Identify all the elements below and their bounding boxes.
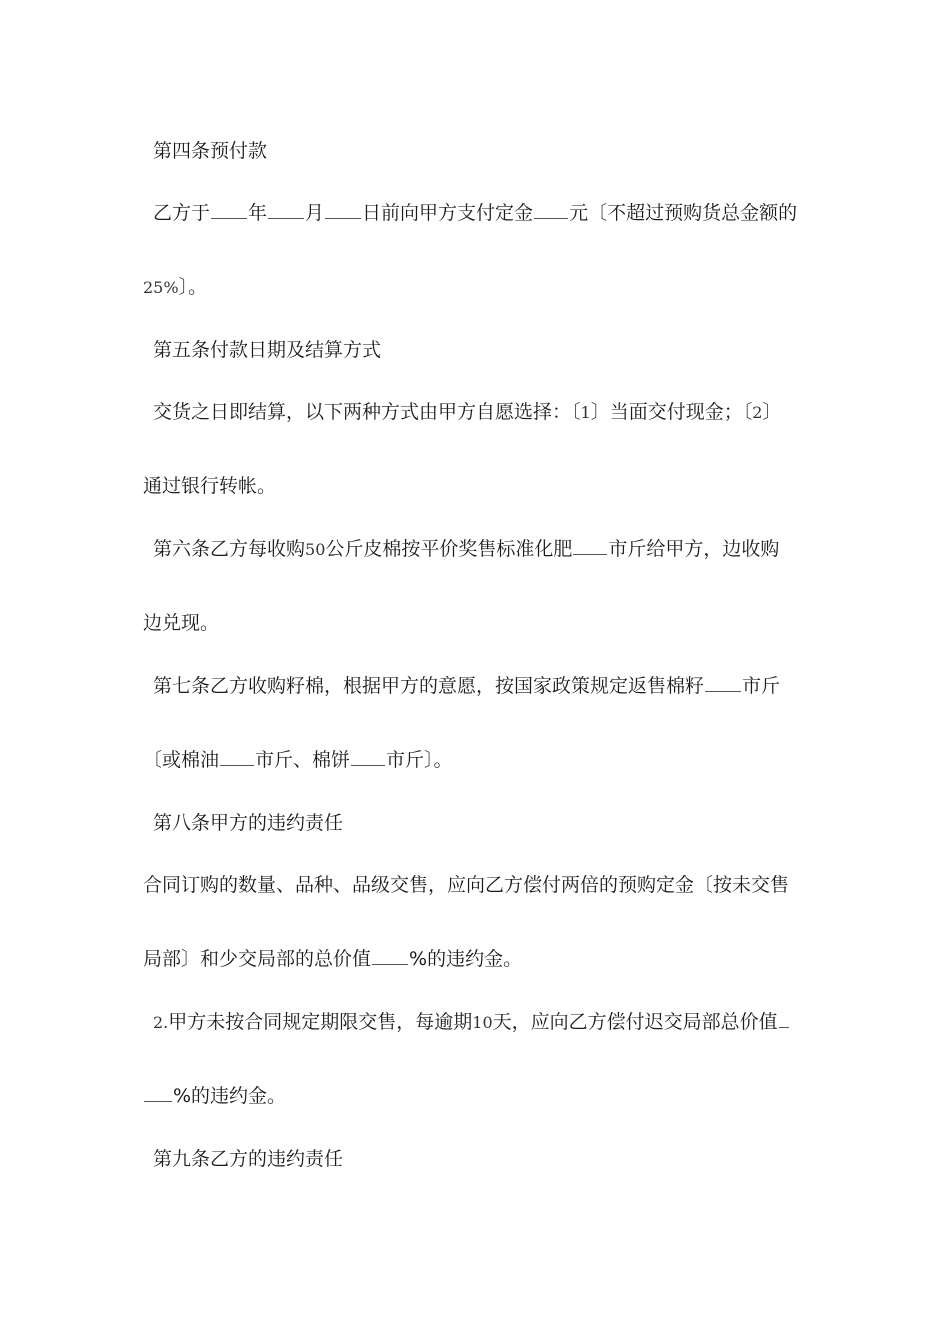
text-segment: 市斤〕。: [386, 749, 453, 771]
text-segment: 1: [580, 403, 591, 422]
text-segment: 50: [305, 540, 326, 559]
blank-field: [779, 1026, 789, 1028]
article-8-item-2-line-1: [153, 1010, 790, 1035]
blank-field: [573, 553, 607, 555]
article-4-title: 第四条预付款: [153, 140, 268, 162]
text-segment: 公斤皮棉按平价奖售标准化肥: [325, 538, 573, 560]
text-segment: 日前向甲方支付定金: [362, 202, 534, 224]
text-segment: 乙方于: [153, 202, 211, 224]
article-9-title: 第九条乙方的违约责任: [153, 1148, 344, 1170]
text-segment: 年: [248, 202, 268, 224]
blank-field: [534, 217, 568, 219]
text-segment: 天，应向乙方偿付迟交局部总价值: [492, 1011, 778, 1033]
text-segment: 〕。: [178, 276, 208, 298]
text-segment: 元〔不超过预购货总金额的: [569, 202, 798, 224]
text-segment: 第七条乙方收购籽棉，根据甲方的意愿，按国家政策规定返售棉籽: [153, 675, 705, 697]
blank-field: [211, 217, 247, 219]
text-segment: 〕当面交付现金；〔: [590, 401, 753, 423]
article-5-body-line-1: [153, 400, 781, 425]
text-segment: 甲方未按合同规定期限交售，每逾期: [168, 1011, 473, 1033]
text-segment: 第六条乙方每收购: [153, 538, 306, 560]
blank-field: [144, 1100, 172, 1102]
article-7-line-2: [143, 748, 453, 772]
blank-field: [372, 963, 408, 965]
article-7-line-1: [153, 674, 780, 698]
text-segment: 〕: [762, 401, 782, 423]
blank-field: [705, 690, 741, 692]
blank-field: [268, 217, 304, 219]
blank-field: [220, 764, 254, 766]
article-5-body-line-2: 通过银行转帐。: [143, 475, 277, 497]
article-5-title: 第五条付款日期及结算方式: [153, 339, 382, 361]
article-4-body-line-2: [143, 275, 207, 300]
text-segment: 〔或棉油: [143, 749, 220, 771]
article-8-item-1-line-2: [143, 947, 522, 971]
text-segment: 25%: [143, 278, 179, 297]
text-segment: 2.: [153, 1013, 169, 1032]
text-segment: 交货之日即结算，以下两种方式由甲方自愿选择：〔: [153, 401, 581, 423]
article-8-item-2-line-2: [143, 1084, 286, 1108]
text-segment: 市斤、棉饼: [255, 749, 351, 771]
blank-field: [351, 764, 385, 766]
text-segment: 市斤: [742, 675, 781, 697]
text-segment: %的违约金。: [409, 948, 523, 970]
article-8-title: 第八条甲方的违约责任: [153, 812, 344, 834]
article-6-line-1: [153, 537, 779, 562]
text-segment: 10: [472, 1013, 493, 1032]
article-6-line-2: 边兑现。: [143, 612, 220, 634]
text-segment: 2: [752, 403, 763, 422]
blank-field: [325, 217, 361, 219]
text-segment: 市斤给甲方，边收购: [608, 538, 780, 560]
text-segment: %的违约金。: [173, 1085, 287, 1107]
text-segment: 月: [305, 202, 325, 224]
article-4-body-line-1: [153, 201, 797, 225]
article-8-item-1-line-1: 合同订购的数量、品种、品级交售，应向乙方偿付两倍的预购定金〔按未交售: [143, 874, 790, 896]
text-segment: 局部〕和少交局部的总价值: [143, 948, 372, 970]
